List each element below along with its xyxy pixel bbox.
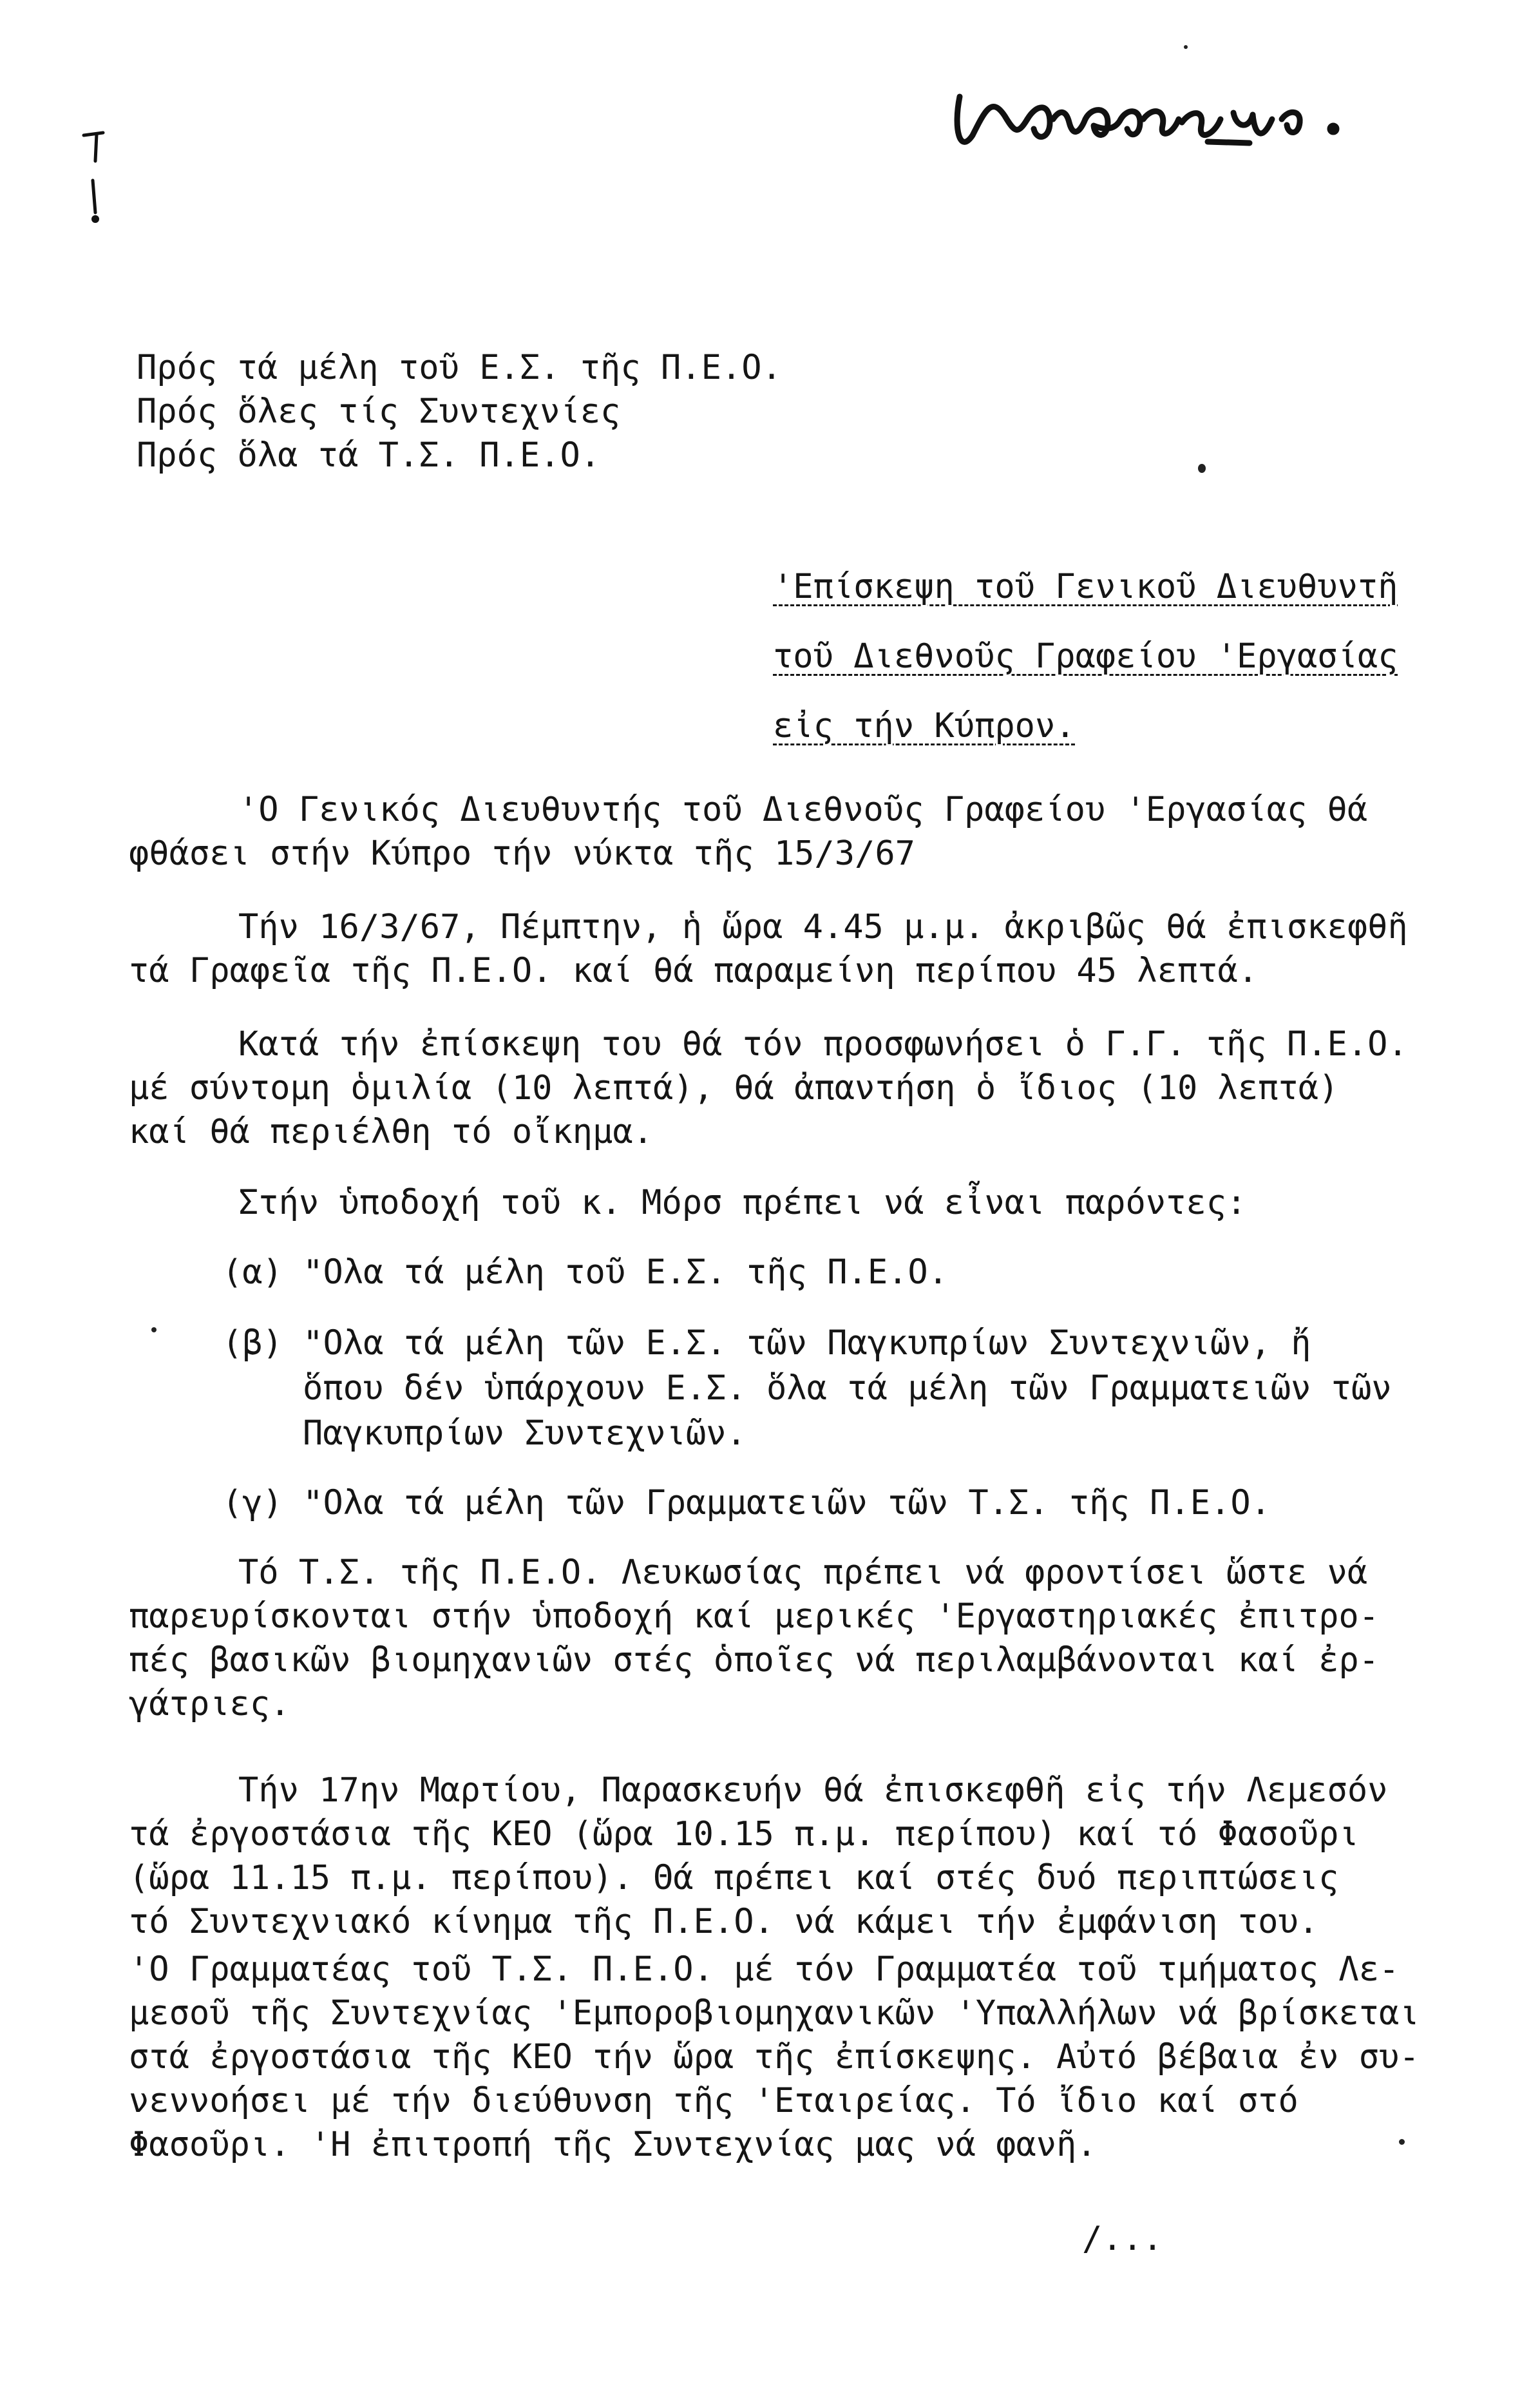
body-line: νεννοήσει μέ τήν διεύθυνση τῆς 'Εταιρείας. Τό ἴδιο καί στό [129,2082,1298,2120]
body-line: (ὥρα 11.15 π.μ. περίπου). Θά πρέπει καί στές δυό περιπτώσεις [129,1859,1339,1897]
body-line: πές βασικῶν βιομηχανιῶν στές ὁποῖες νά περιλαμβάνονται καί ἐρ- [129,1641,1380,1680]
body-line: τά ἐργοστάσια τῆς ΚΕΟ (ὥρα 10.15 π.μ. περίπου) καί τό Φασοῦρι [129,1815,1359,1854]
body-line: μέ σύντομη ὁμιλία (10 λεπτά), θά ἀπαντήση ὁ ἴδιος (10 λεπτά) [129,1069,1339,1108]
list-item-b: (β) "Ολα τά μέλη τῶν Ε.Σ. τῶν Παγκυπρίων Συντεχνιῶν, ἤ [222,1324,1311,1363]
body-line: τό Συντεχνιακό κίνημα τῆς Π.Ε.Ο. νά κάμει τήν ἐμφάνιση του. [129,1903,1319,1941]
subject-line: 'Επίσκεψη τοῦ Γενικοῦ Διευθυντῆ [773,568,1398,606]
recipient-line: Πρός ὅλα τά Τ.Σ. Π.Ε.Ο. [137,436,601,475]
body-line: φθάσει στήν Κύπρο τήν νύκτα τῆς 15/3/67 [129,834,915,873]
body-line: μεσοῦ τῆς Συντεχνίας 'Εμποροβιομηχανικῶν 'Υπαλλήλων νά βρίσκεται [129,1994,1420,2033]
subject-line: εἰς τήν Κύπρον. [773,707,1076,745]
body-line: στά ἐργοστάσια τῆς ΚΕΟ τήν ὥρα τῆς ἐπίσκεψης. Αὐτό βέβαια ἐν συ- [129,2038,1420,2077]
body-line: τά Γραφεῖα τῆς Π.Ε.Ο. καί θά παραμείνη περίπου 45 λεπτά. [129,952,1259,990]
body-line: παρευρίσκονται στήν ὑποδοχή καί μερικές 'Εργαστηριακές ἐπιτρο- [129,1597,1380,1636]
body-line: καί θά περιέλθη τό οἴκημα. [129,1113,653,1151]
list-item-a: (α) "Ολα τά μέλη τοῦ Ε.Σ. τῆς Π.Ε.Ο. [222,1253,949,1292]
margin-mark-icon [77,122,116,232]
list-item-c: (γ) "Ολα τά μέλη τῶν Γραμματειῶν τῶν Τ.Σ. τῆς Π.Ε.Ο. [222,1484,1271,1522]
body-line: Φασοῦρι. 'Η ἐπιτροπή τῆς Συντεχνίας μας νά φανῆ. [129,2125,1097,2164]
subject-line: τοῦ Διεθνοῦς Γραφείου 'Εργασίας [773,637,1398,676]
list-item-b: ὅπου δέν ὑπάρχουν Ε.Σ. ὅλα τά μέλη τῶν Γραμματειῶν τῶν [303,1369,1392,1408]
body-line: Τό Τ.Σ. τῆς Π.Ε.Ο. Λευκωσίας πρέπει νά φροντίσει ὥστε νά [238,1553,1368,1592]
scan-speck [1399,2139,1405,2145]
body-line: 'Ο Γραμματέας τοῦ Τ.Σ. Π.Ε.Ο. μέ τόν Γραμματέα τοῦ τμήματος Λε- [129,1950,1400,1989]
scan-speck [1184,45,1188,49]
scan-speck [151,1327,157,1332]
scan-speck [1198,464,1206,473]
continuation-mark: /... [1082,2220,1163,2258]
recipient-line: Πρός ὅλες τίς Συντεχνίες [137,392,621,431]
body-line: Τήν 16/3/67, Πέμπτην, ἡ ὥρα 4.45 μ.μ. ἀκριβῶς θά ἐπισκεφθῆ [238,908,1408,946]
body-line: 'Ο Γενικός Διευθυντής τοῦ Διεθνοῦς Γραφείου 'Εργασίας θά [238,791,1368,829]
recipient-line: Πρός τά μέλη τοῦ Ε.Σ. τῆς Π.Ε.Ο. [137,349,782,387]
handwritten-note-signature [947,58,1372,174]
body-line: γάτριες. [129,1685,290,1723]
body-line: Τήν 17ην Μαρτίου, Παρασκευήν θά ἐπισκεφθῆ εἰς τήν Λεμεσόν [238,1771,1388,1810]
body-line: Κατά τήν ἐπίσκεψη του θά τόν προσφωνήσει ὁ Γ.Γ. τῆς Π.Ε.Ο. [238,1025,1408,1064]
list-item-b: Παγκυπρίων Συντεχνιῶν. [303,1414,746,1453]
body-line: Στήν ὑποδοχή τοῦ κ. Μόρσ πρέπει νά εἶναι παρόντες: [238,1184,1247,1222]
